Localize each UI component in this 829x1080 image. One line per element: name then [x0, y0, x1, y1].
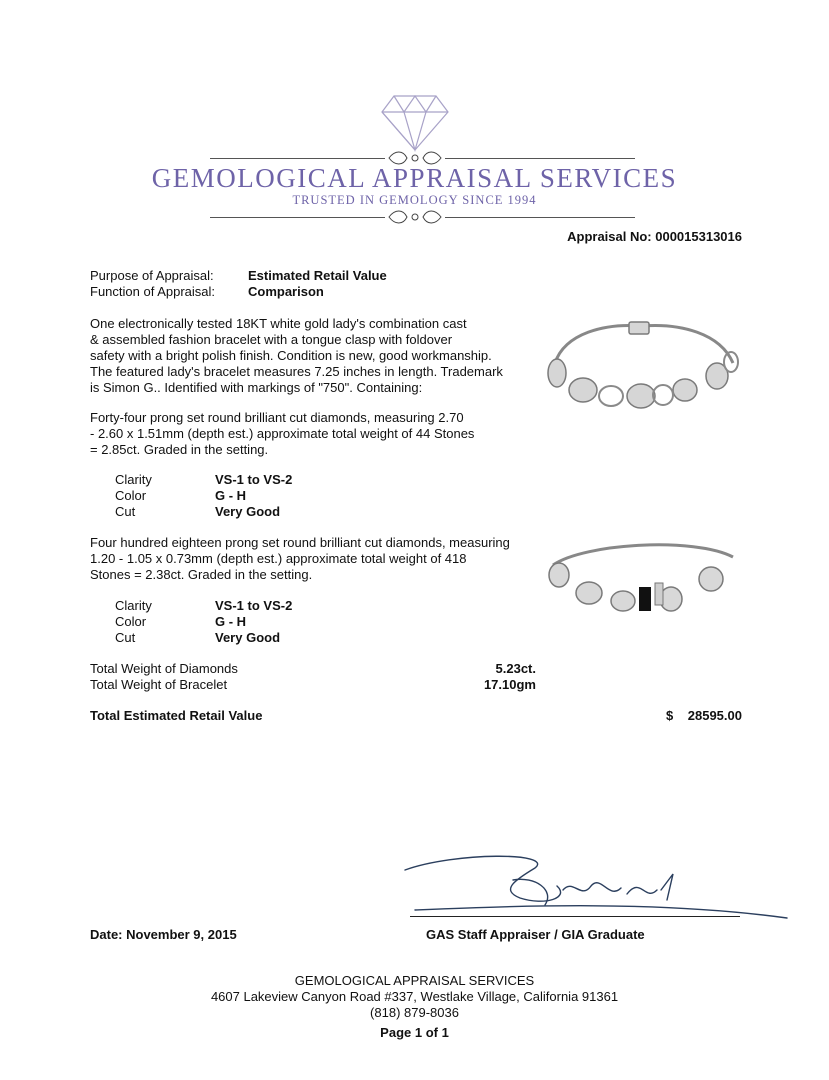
stones-line: = 2.85ct. Graded in the setting. — [90, 442, 269, 457]
stones-line: Stones = 2.38ct. Graded in the setting. — [90, 567, 313, 582]
header-rule-top — [210, 158, 385, 159]
description-line: is Simon G.. Identified with markings of "750". Containing: — [90, 380, 423, 395]
stones-line: Four hundred eighteen prong set round brilliant cut diamonds, measuring — [90, 535, 510, 550]
appraisal-number: Appraisal No: 000015313016 — [567, 229, 742, 244]
header-tagline: TRUSTED IN GEMOLOGY SINCE 1994 — [292, 193, 537, 207]
total-bracelet-value: 17.10gm — [483, 677, 536, 692]
grade-label-clarity: Clarity — [115, 472, 152, 487]
appraiser-title: GAS Staff Appraiser / GIA Graduate — [426, 927, 645, 942]
grade-label-clarity: Clarity — [115, 598, 152, 613]
bracelet-photo — [545, 318, 740, 418]
footer-company: GEMOLOGICAL APPRAISAL SERVICES — [294, 973, 535, 988]
header-company-name: GEMOLOGICAL APPRAISAL SERVICES — [151, 163, 678, 193]
retail-value: 28595.00 — [687, 708, 742, 723]
grade-label-cut: Cut — [115, 504, 136, 519]
grade-value-cut: Very Good — [215, 630, 281, 645]
description-line: One electronically tested 18KT white gold lady's combination cast — [90, 316, 467, 331]
stones-description-1 — [90, 410, 530, 458]
grade-label-color: Color — [115, 614, 147, 629]
header-rule-bottom — [210, 217, 385, 218]
signature-line — [410, 916, 740, 917]
appraiser-signature — [395, 850, 795, 925]
document-date: Date: November 9, 2015 — [90, 927, 237, 942]
purpose-label: Purpose of Appraisal: — [90, 268, 214, 283]
grade-value-clarity: VS-1 to VS-2 — [215, 598, 293, 613]
description-line: & assembled fashion bracelet with a tongue clasp with foldover — [90, 332, 453, 347]
header-rule-bottom-right — [445, 217, 635, 218]
stones-line: Forty-four prong set round brilliant cut diamonds, measuring 2.70 — [90, 410, 464, 425]
retail-value-label: Total Estimated Retail Value — [90, 708, 263, 723]
function-label: Function of Appraisal: — [90, 284, 216, 299]
stones-description-2 — [90, 535, 530, 583]
bracelet-photo — [545, 535, 740, 615]
page-number: Page 1 of 1 — [380, 1025, 449, 1040]
description-line: safety with a bright polish finish. Condition is new, good workmanship. — [90, 348, 492, 363]
footer-address: 4607 Lakeview Canyon Road #337, Westlake Village, California 91361 — [210, 989, 619, 1004]
total-diamonds-label: Total Weight of Diamonds — [90, 661, 238, 676]
purpose-value: Estimated Retail Value — [248, 268, 387, 283]
diamond-logo-icon — [380, 92, 450, 152]
grade-value-cut: Very Good — [215, 504, 281, 519]
grade-label-color: Color — [115, 488, 147, 503]
stones-line: - 2.60 x 1.51mm (depth est.) approximate total weight of 44 Stones — [90, 426, 475, 441]
header-rule-top-right — [445, 158, 635, 159]
function-value: Comparison — [248, 284, 324, 299]
item-description — [90, 316, 530, 396]
retail-currency: $ — [666, 708, 674, 723]
ornament-icon — [385, 207, 445, 227]
total-diamonds-value: 5.23ct. — [495, 661, 536, 676]
stones-line: 1.20 - 1.05 x 0.73mm (depth est.) approximate total weight of 418 — [90, 551, 467, 566]
total-bracelet-label: Total Weight of Bracelet — [90, 677, 228, 692]
description-line: The featured lady's bracelet measures 7.25 inches in length. Trademark — [90, 364, 503, 379]
footer-phone: (818) 879-8036 — [370, 1005, 459, 1020]
grade-value-color: G - H — [215, 488, 247, 503]
grade-value-clarity: VS-1 to VS-2 — [215, 472, 293, 487]
grade-label-cut: Cut — [115, 630, 136, 645]
grade-value-color: G - H — [215, 614, 247, 629]
